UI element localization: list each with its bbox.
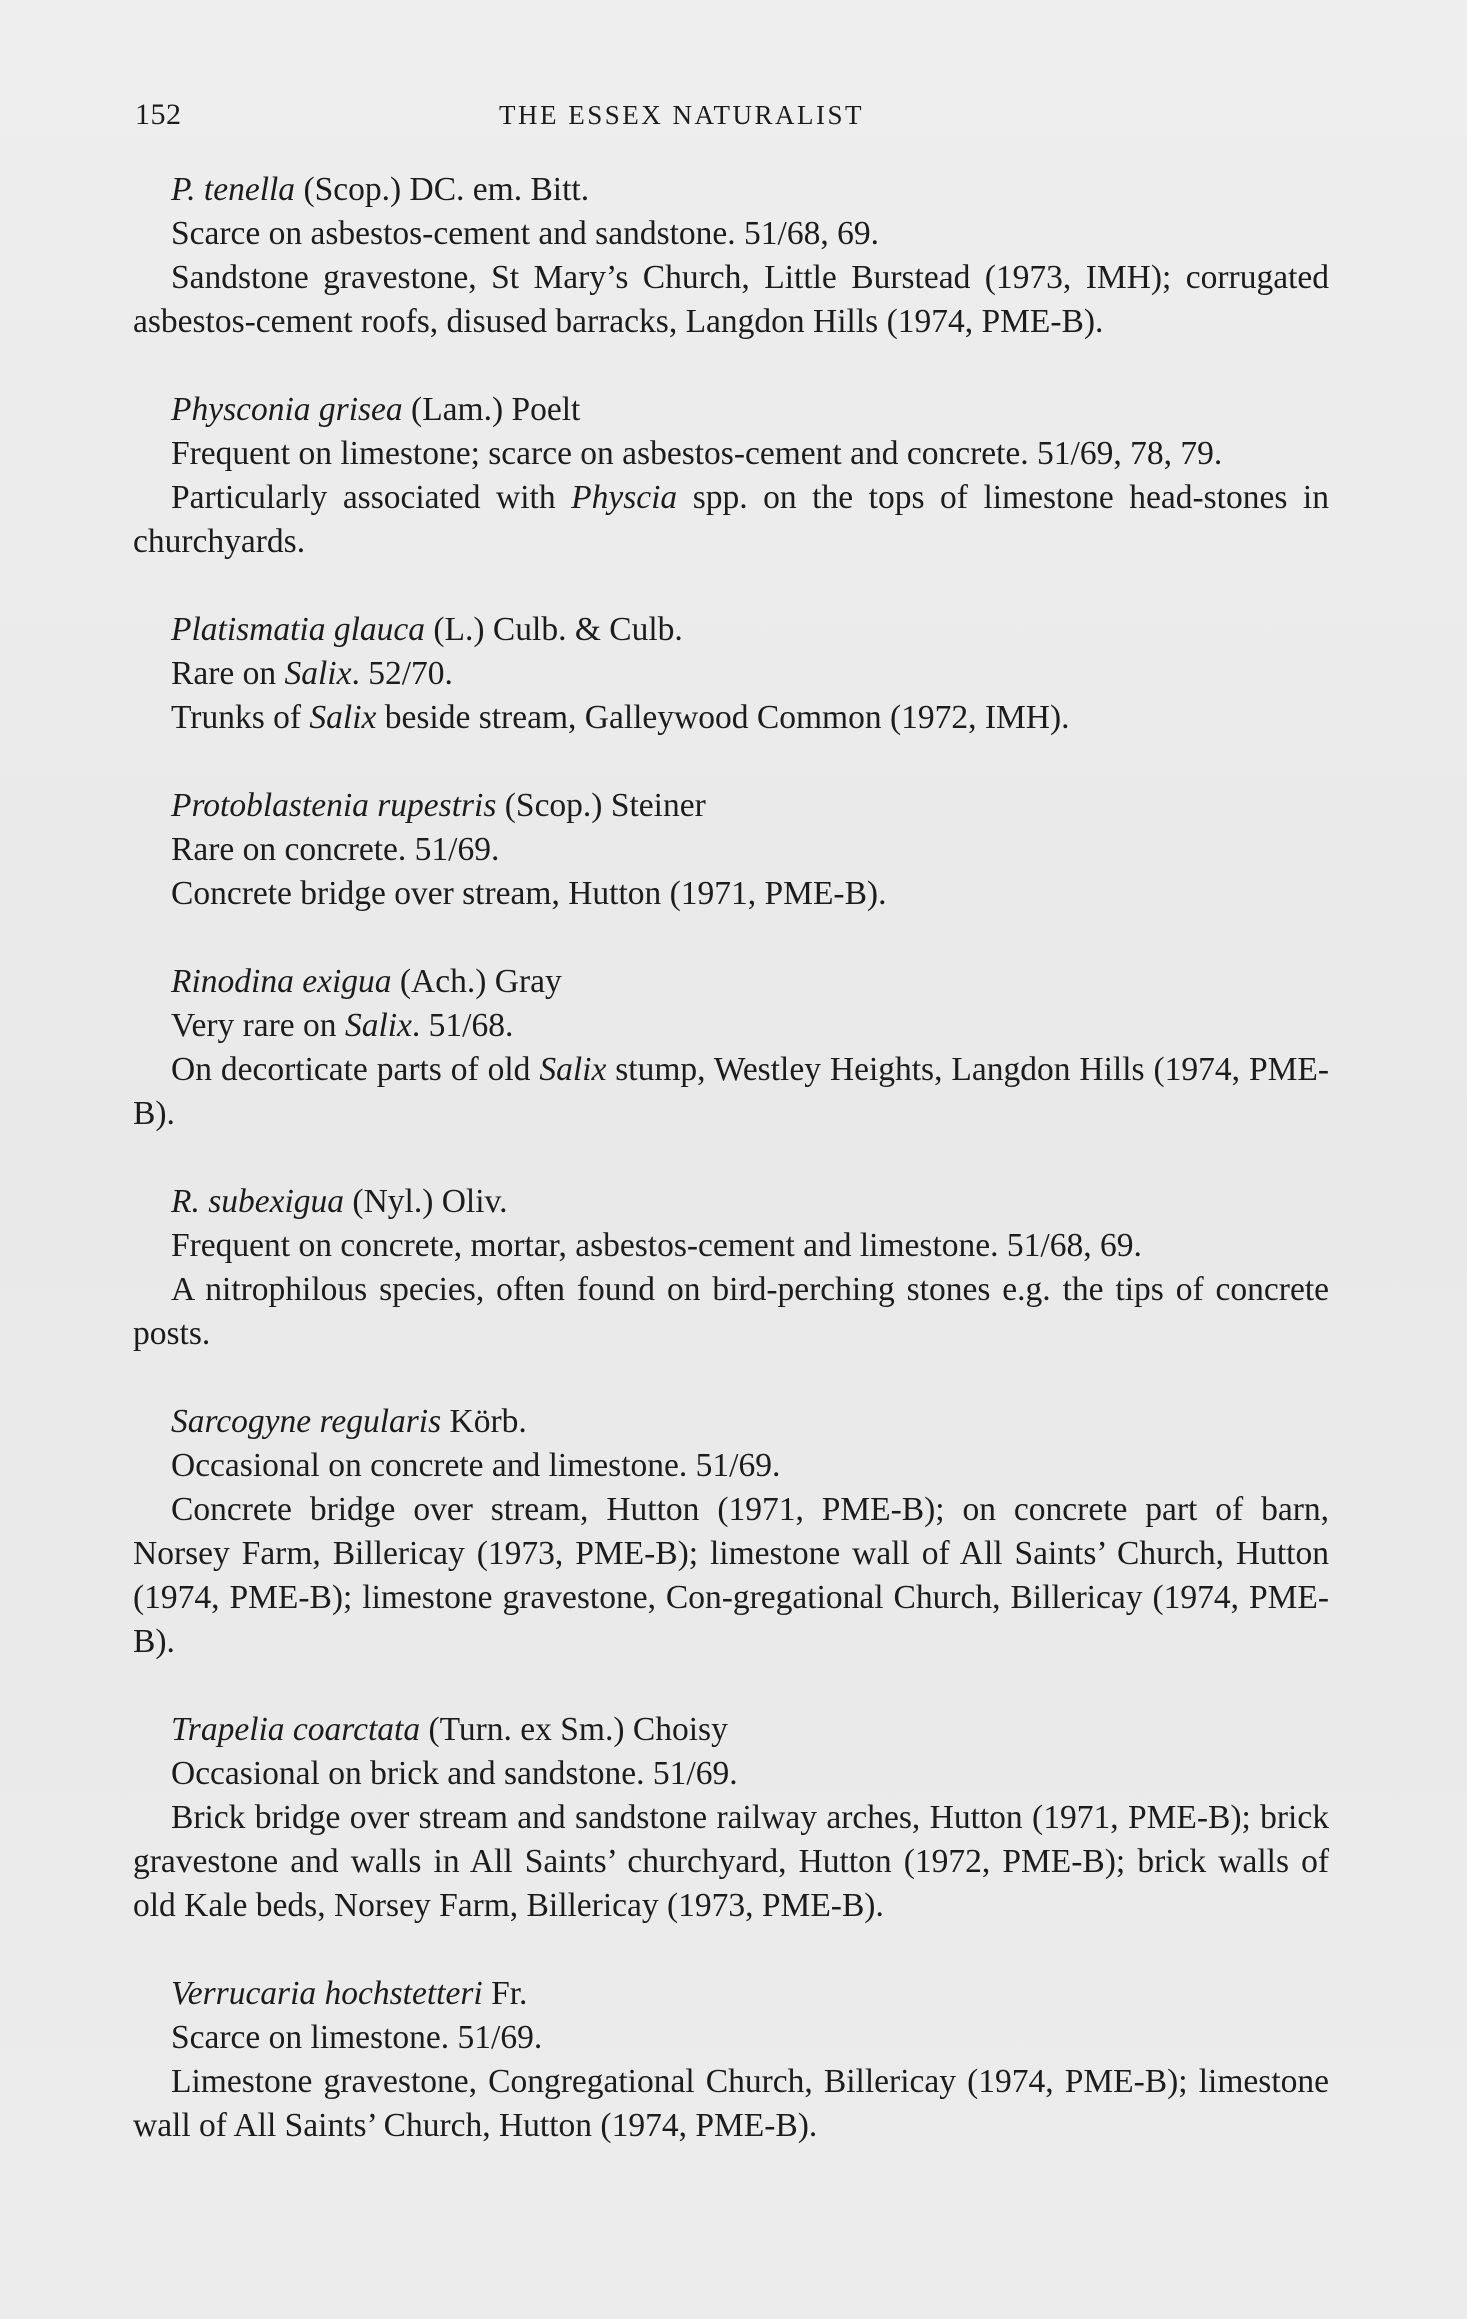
species-heading [133,1400,1329,1444]
species-records [133,696,1329,740]
text-run: (Turn. ex Sm.) Choisy [420,1711,728,1748]
taxon-name: Trapelia coarctata [171,1711,421,1748]
species-heading [133,1180,1329,1224]
taxon-name: Protoblastenia rupestris [171,787,497,824]
text-run: Concrete bridge over stream, Hutton (1971, PME-B). [171,875,887,912]
text-run: Rare on [171,655,285,692]
species-records [133,476,1329,564]
species-heading [133,960,1329,1004]
taxon-name: P. tenella [171,171,296,208]
text-run: (Scop.) Steiner [496,787,706,824]
species-list [133,168,1329,2192]
text-run: Trunks of [171,699,310,736]
text-run: (Scop.) DC. em. Bitt. [295,171,590,208]
text-run: Particularly associated with [171,479,572,516]
species-records [133,1488,1329,1664]
species-records [133,1268,1329,1356]
text-run: (Nyl.) Oliv. [344,1183,508,1220]
species-entry [133,1400,1329,1664]
text-run: Limestone gravestone, Congregational Church, Billericay (1974, PME-B); limestone wall of All Saints’ Church, Hutton (1974, PME-B). [133,2063,1329,2144]
text-run: Rare on concrete. 51/69. [171,831,500,868]
species-heading [133,1708,1329,1752]
text-run: stump, Westley Heights, Langdon Hills (1974, PME-B). [133,1051,1329,1132]
text-run: Körb. [441,1403,527,1440]
species-records [133,1048,1329,1136]
species-frequency [133,1444,1329,1488]
species-heading [133,168,1329,212]
species-heading [133,1972,1329,2016]
text-run: Frequent on concrete, mortar, asbestos-cement and limestone. 51/68, 69. [171,1227,1142,1264]
species-records [133,1796,1329,1928]
taxon-name: Sarcogyne regularis [171,1403,442,1440]
species-records [133,872,1329,916]
text-run: Very rare on [171,1007,345,1044]
species-frequency [133,212,1329,256]
text-run: Concrete bridge over stream, Hutton (1971, PME-B); on concrete part of barn, Norsey Farm, Billericay (1973, PME-B); limestone wall of All Saints’ Church, Hutton (1974, PME-B); limestone gravestone, Con-gregational Church, Billericay (1974, PME-B). [133,1491,1329,1660]
species-entry [133,960,1329,1136]
species-entry [133,1708,1329,1928]
text-run: (Lam.) Poelt [402,391,581,428]
taxon-name: Salix [344,1007,412,1044]
species-frequency [133,1224,1329,1268]
text-run: Brick bridge over stream and sandstone railway arches, Hutton (1971, PME-B); brick gravestone and walls in All Saints’ churchyard, Hutton (1972, PME-B); brick walls of old Kale beds, Norsey Farm, Billericay (1973, PME-B). [133,1799,1329,1924]
species-entry [133,1972,1329,2148]
species-frequency [133,828,1329,872]
text-run: Occasional on concrete and limestone. 51/69. [171,1447,781,1484]
text-run: beside stream, Galleywood Common (1972, IMH). [376,699,1070,736]
text-run: On decorticate parts of old [171,1051,540,1088]
taxon-name: Salix [539,1051,607,1088]
species-records [133,2060,1329,2148]
text-run: Fr. [482,1975,528,2012]
species-entry [133,1180,1329,1356]
species-frequency [133,1004,1329,1048]
running-head: THE ESSEX NATURALIST [499,100,864,130]
page-number: 152 [135,98,182,131]
text-run: A nitrophilous species, often found on bird-perching stones e.g. the tips of concrete posts. [133,1271,1329,1352]
text-run: Sandstone gravestone, St Mary’s Church, Little Burstead (1973, IMH); corrugated asbestos-cement roofs, disused barracks, Langdon Hills (1974, PME-B). [133,259,1329,340]
taxon-name: Rinodina exigua [171,963,392,1000]
species-heading [133,608,1329,652]
species-entry [133,784,1329,916]
taxon-name: Platismatia glauca [171,611,426,648]
taxon-name: Salix [284,655,352,692]
taxon-name: Salix [309,699,377,736]
page-header [135,98,1335,144]
text-run: . 52/70. [351,655,453,692]
species-frequency [133,2016,1329,2060]
text-run: (L.) Culb. & Culb. [425,611,683,648]
taxon-name: Physcia [571,479,678,516]
taxon-name: R. subexigua [171,1183,345,1220]
species-frequency [133,652,1329,696]
text-run: Occasional on brick and sandstone. 51/69. [171,1755,738,1792]
text-run: . 51/68. [411,1007,514,1044]
text-run: Scarce on limestone. 51/69. [171,2019,543,2056]
species-heading [133,784,1329,828]
text-run: Scarce on asbestos-cement and sandstone. 51/68, 69. [171,215,879,252]
text-run: (Ach.) Gray [391,963,562,1000]
text-run: Frequent on limestone; scarce on asbestos-cement and concrete. 51/69, 78, 79. [171,435,1223,472]
species-heading [133,388,1329,432]
text-run: spp. on the tops of limestone head-stones in churchyards. [133,479,1329,560]
taxon-name: Physconia grisea [171,391,403,428]
species-frequency [133,1752,1329,1796]
species-frequency [133,432,1329,476]
species-entry [133,388,1329,564]
species-records [133,256,1329,344]
species-entry [133,168,1329,344]
species-entry [133,608,1329,740]
taxon-name: Verrucaria hochstetteri [171,1975,483,2012]
